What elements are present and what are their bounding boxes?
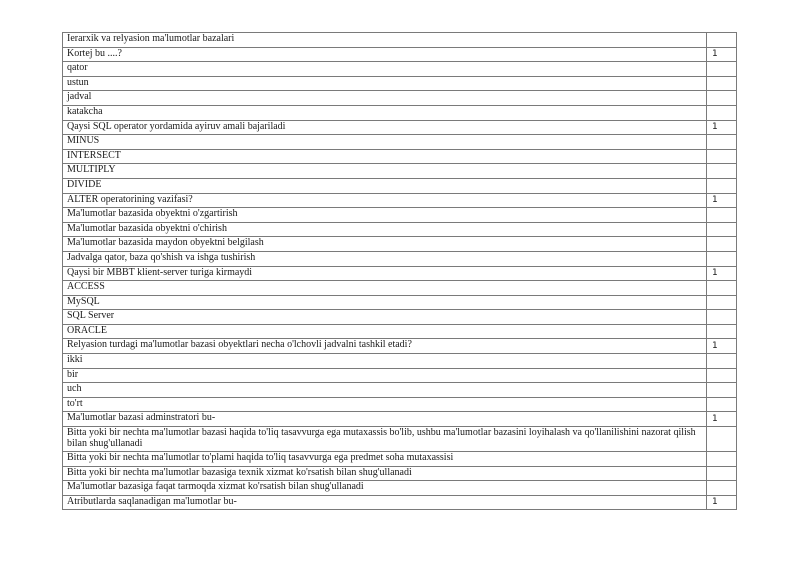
table-row — [63, 295, 737, 310]
quiz-table — [62, 32, 737, 510]
table-row — [63, 481, 737, 496]
row-mark-cell — [707, 237, 737, 252]
table-row — [63, 466, 737, 481]
table-row — [63, 324, 737, 339]
row-text-cell: uch — [63, 383, 707, 398]
row-text-cell: DIVIDE — [63, 178, 707, 193]
row-mark-cell — [707, 135, 737, 150]
table-row — [63, 105, 737, 120]
row-mark-cell — [707, 149, 737, 164]
row-mark-cell: 1 — [707, 47, 737, 62]
table-row — [63, 368, 737, 383]
row-text-cell: Bitta yoki bir nechta ma'lumotlar bazasi haqida to'liq tasavvurga ega mutaxassis bo'lib, ushbu ma'lumotlar bazasini loyihalash va qo'llanilishini nazorat qilish bilan shug'ullanadi — [63, 427, 707, 452]
row-mark-cell — [707, 33, 737, 48]
table-row — [63, 135, 737, 150]
row-text-cell: Bitta yoki bir nechta ma'lumotlar bazasiga texnik xizmat ko'rsatish bilan shug'ullanadi — [63, 466, 707, 481]
row-text-cell: jadval — [63, 91, 707, 106]
table-row — [63, 222, 737, 237]
row-mark-cell: 1 — [707, 412, 737, 427]
row-mark-cell — [707, 452, 737, 467]
table-row — [63, 397, 737, 412]
row-text-cell: Bitta yoki bir nechta ma'lumotlar to'plami haqida to'liq tasavvurga ega predmet soha mutaxassisi — [63, 452, 707, 467]
row-mark-cell — [707, 383, 737, 398]
row-text-cell: ORACLE — [63, 324, 707, 339]
table-row — [63, 164, 737, 179]
table-row — [63, 208, 737, 223]
table-row — [63, 193, 737, 208]
row-text-cell: MULTIPLY — [63, 164, 707, 179]
quiz-sheet — [62, 32, 737, 510]
table-row — [63, 310, 737, 325]
row-text-cell: Ma'lumotlar bazasida maydon obyektni belgilash — [63, 237, 707, 252]
row-text-cell: Jadvalga qator, baza qo'shish va ishga tushirish — [63, 251, 707, 266]
row-text-cell: Qaysi SQL operator yordamida ayiruv amali bajariladi — [63, 120, 707, 135]
table-row — [63, 266, 737, 281]
row-mark-cell: 1 — [707, 495, 737, 510]
table-row — [63, 383, 737, 398]
table-row — [63, 120, 737, 135]
row-text-cell: Ierarxik va relyasion ma'lumotlar bazalari — [63, 33, 707, 48]
table-row — [63, 237, 737, 252]
row-text-cell: SQL Server — [63, 310, 707, 325]
row-mark-cell — [707, 208, 737, 223]
row-mark-cell: 1 — [707, 120, 737, 135]
row-text-cell: ustun — [63, 76, 707, 91]
row-text-cell: Atributlarda saqlanadigan ma'lumotlar bu- — [63, 495, 707, 510]
table-row — [63, 339, 737, 354]
row-text-cell: Ma'lumotlar bazasida obyektni o'zgartirish — [63, 208, 707, 223]
row-mark-cell — [707, 178, 737, 193]
row-text-cell: Ma'lumotlar bazasiga faqat tarmoqda xizmat ko'rsatish bilan shug'ullanadi — [63, 481, 707, 496]
row-mark-cell — [707, 324, 737, 339]
table-row — [63, 412, 737, 427]
row-mark-cell — [707, 105, 737, 120]
row-mark-cell: 1 — [707, 193, 737, 208]
row-text-cell: ACCESS — [63, 281, 707, 296]
row-mark-cell: 1 — [707, 339, 737, 354]
row-text-cell: Ma'lumotlar bazasi adminstratori bu- — [63, 412, 707, 427]
row-text-cell: ALTER operatorining vazifasi? — [63, 193, 707, 208]
row-mark-cell — [707, 427, 737, 452]
row-text-cell: Kortej bu ....? — [63, 47, 707, 62]
table-row — [63, 47, 737, 62]
row-mark-cell — [707, 310, 737, 325]
row-mark-cell — [707, 295, 737, 310]
row-text-cell: Ma'lumotlar bazasida obyektni o'chirish — [63, 222, 707, 237]
table-row — [63, 427, 737, 452]
table-row — [63, 33, 737, 48]
table-row — [63, 251, 737, 266]
table-row — [63, 91, 737, 106]
row-mark-cell — [707, 397, 737, 412]
row-text-cell: Relyasion turdagi ma'lumotlar bazasi obyektlari necha o'lchovli jadvalni tashkil etadi? — [63, 339, 707, 354]
table-row — [63, 452, 737, 467]
table-row — [63, 495, 737, 510]
row-text-cell: MINUS — [63, 135, 707, 150]
row-mark-cell — [707, 76, 737, 91]
row-text-cell: MySQL — [63, 295, 707, 310]
row-text-cell: ikki — [63, 354, 707, 369]
row-mark-cell — [707, 222, 737, 237]
row-mark-cell — [707, 62, 737, 77]
table-row — [63, 62, 737, 77]
row-mark-cell — [707, 466, 737, 481]
row-mark-cell — [707, 164, 737, 179]
row-text-cell: bir — [63, 368, 707, 383]
row-text-cell: INTERSECT — [63, 149, 707, 164]
table-row — [63, 178, 737, 193]
table-row — [63, 281, 737, 296]
table-row — [63, 149, 737, 164]
row-mark-cell — [707, 281, 737, 296]
row-text-cell: qator — [63, 62, 707, 77]
table-row — [63, 76, 737, 91]
row-text-cell: katakcha — [63, 105, 707, 120]
row-text-cell: Qaysi bir MBBT klient-server turiga kirmaydi — [63, 266, 707, 281]
row-mark-cell — [707, 481, 737, 496]
row-mark-cell — [707, 368, 737, 383]
row-mark-cell: 1 — [707, 266, 737, 281]
quiz-table-body — [63, 33, 737, 510]
row-mark-cell — [707, 91, 737, 106]
row-mark-cell — [707, 251, 737, 266]
table-row — [63, 354, 737, 369]
row-mark-cell — [707, 354, 737, 369]
row-text-cell: to'rt — [63, 397, 707, 412]
